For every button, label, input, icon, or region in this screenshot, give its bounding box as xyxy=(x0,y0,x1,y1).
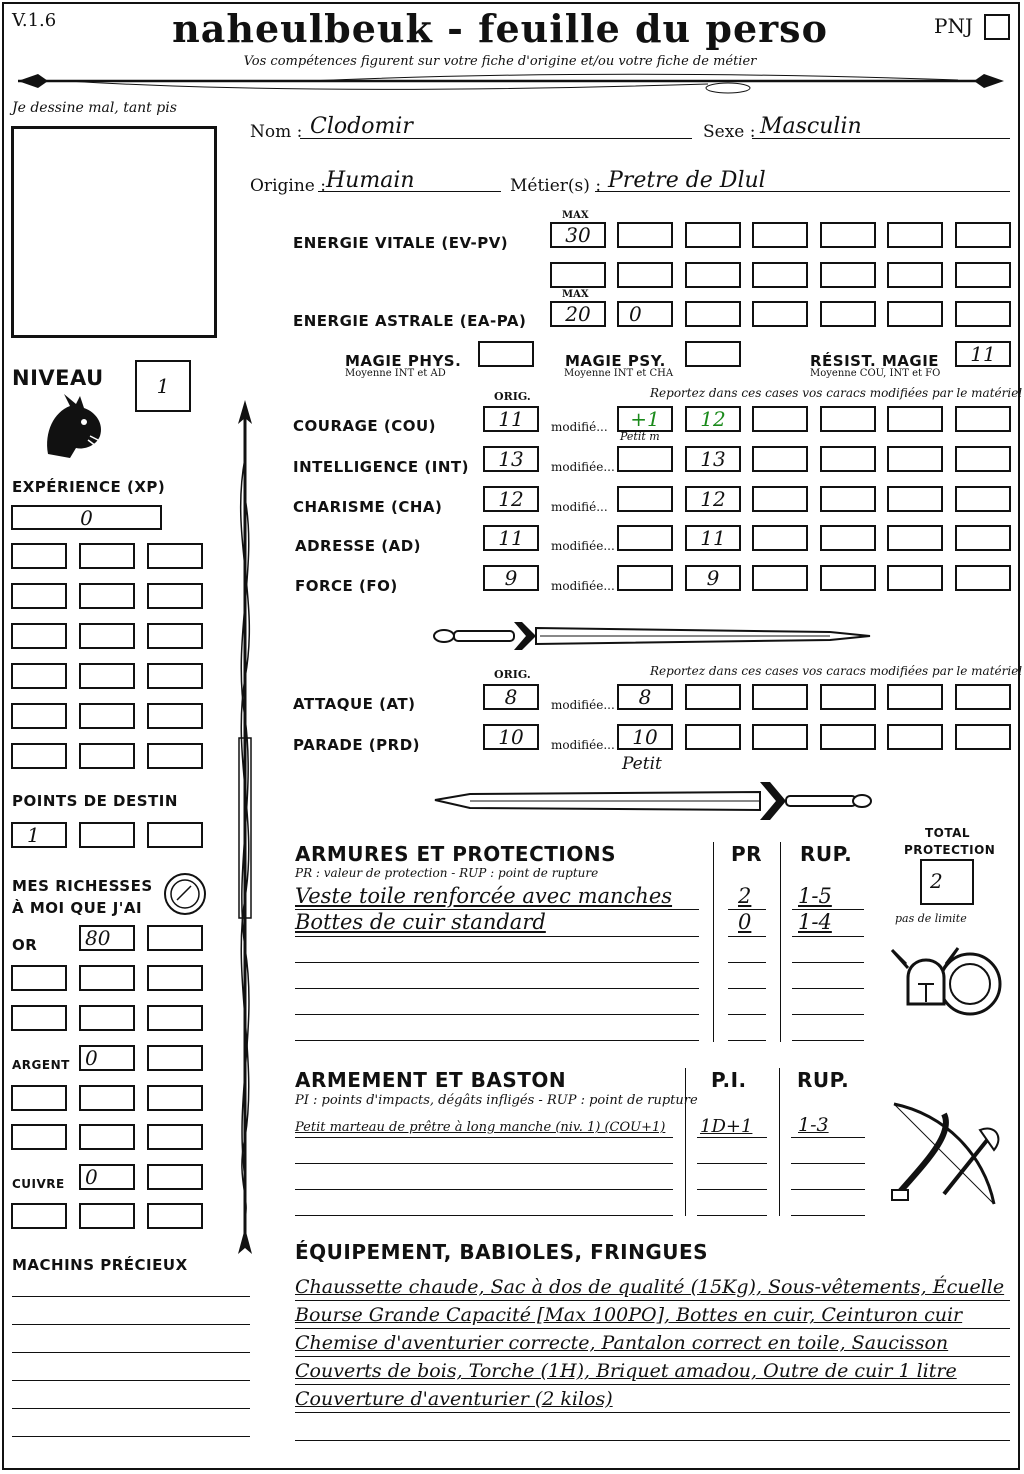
nom-value[interactable]: Clodomir xyxy=(310,114,413,139)
resist-magie-box[interactable]: 11 xyxy=(955,341,1011,367)
carac-ad-mod1[interactable] xyxy=(617,525,673,551)
richesses-label-1: MES RICHESSES xyxy=(12,877,153,895)
carac-box[interactable] xyxy=(955,486,1011,512)
cuivre-box[interactable]: 0 xyxy=(79,1164,135,1190)
cuivre-label: CUIVRE xyxy=(12,1177,65,1191)
money-box[interactable] xyxy=(79,1203,135,1229)
carac-box[interactable] xyxy=(955,446,1011,472)
armement-title: ARMEMENT ET BASTON xyxy=(295,1068,567,1092)
carac-int-mod2[interactable]: 13 xyxy=(685,446,741,472)
total-protection-label-1: TOTAL xyxy=(925,826,971,840)
ev-box[interactable] xyxy=(752,262,808,288)
xp-box[interactable] xyxy=(147,623,203,649)
armure-line xyxy=(728,936,766,937)
xp-box[interactable] xyxy=(79,583,135,609)
parade-mod1[interactable]: 10 xyxy=(617,724,673,750)
arme-line xyxy=(791,1137,865,1138)
ea-current-box[interactable]: 0 xyxy=(617,301,673,327)
page-title: naheulbeuk - feuille du perso xyxy=(172,6,828,51)
xp-box[interactable] xyxy=(147,743,203,769)
equipement-line-rule xyxy=(295,1384,1010,1385)
attaque-orig[interactable]: 8 xyxy=(483,684,539,710)
coin-icon xyxy=(163,872,207,916)
pnj-label: PNJ xyxy=(934,14,973,38)
money-box[interactable] xyxy=(79,1085,135,1111)
combat-report-note: Reportez dans ces cases vos caracs modifiées par le matériel xyxy=(650,664,1023,678)
money-box[interactable] xyxy=(147,965,203,991)
spear-ornament-icon xyxy=(8,66,1014,96)
arme-line xyxy=(697,1137,767,1138)
ea-box[interactable] xyxy=(820,301,876,327)
xp-box[interactable] xyxy=(11,543,67,569)
armement-divider xyxy=(779,1068,780,1216)
total-protection-label-2: PROTECTION xyxy=(904,843,996,857)
ea-box[interactable] xyxy=(685,301,741,327)
armement-rup-header: RUP. xyxy=(797,1068,850,1092)
carac-cou-label: COURAGE (COU) xyxy=(293,417,437,435)
magie-phys-sub: Moyenne INT et AD xyxy=(345,368,446,379)
armure-line[interactable] xyxy=(728,962,766,963)
ev-label: ENERGIE VITALE (EV-PV) xyxy=(293,234,509,252)
carac-fo-orig[interactable]: 9 xyxy=(483,565,539,591)
parade-orig[interactable]: 10 xyxy=(483,724,539,750)
equipement-line-rule xyxy=(295,1300,1010,1301)
carac-box[interactable] xyxy=(752,406,808,432)
carac-int-mod1[interactable] xyxy=(617,446,673,472)
total-protection-box[interactable]: 2 xyxy=(920,859,974,905)
armure-line[interactable] xyxy=(295,962,699,963)
arme-line[interactable] xyxy=(295,1215,673,1216)
carac-box[interactable] xyxy=(820,565,876,591)
combat-box[interactable] xyxy=(752,724,808,750)
carac-box[interactable] xyxy=(820,406,876,432)
xp-box[interactable] xyxy=(11,623,67,649)
magie-psy-label: MAGIE PSY. xyxy=(565,352,666,370)
combat-orig-label: ORIG. xyxy=(494,668,531,681)
armure-line[interactable] xyxy=(792,962,864,963)
carac-fo-label: FORCE (FO) xyxy=(295,577,398,595)
xp-box[interactable] xyxy=(79,743,135,769)
xp-box[interactable] xyxy=(79,543,135,569)
armures-divider xyxy=(713,842,714,1042)
arme-line xyxy=(295,1137,673,1138)
equipement-line[interactable]: Chaussette chaude, Sac à dos de qualité (15Kg), Sous-vêtements, Écuelle xyxy=(295,1276,1005,1298)
carac-box[interactable] xyxy=(820,486,876,512)
money-box[interactable] xyxy=(79,1005,135,1031)
ev-box[interactable] xyxy=(887,222,943,248)
armure-row-name[interactable]: Veste toile renforcée avec manches xyxy=(295,884,673,908)
xp-box[interactable] xyxy=(147,583,203,609)
equipement-line[interactable]: Chemise d'aventurier correcte, Pantalon correct en toile, Saucisson xyxy=(295,1332,949,1354)
carac-cou-mod1[interactable]: +1 xyxy=(617,406,673,432)
combat-box[interactable] xyxy=(685,684,741,710)
origine-value[interactable]: Humain xyxy=(326,168,415,193)
carac-box[interactable] xyxy=(955,525,1011,551)
version-label: V.1.6 xyxy=(12,10,57,31)
combat-note: Petit xyxy=(622,754,662,774)
armure-line[interactable] xyxy=(792,1040,864,1041)
ev-box[interactable] xyxy=(820,262,876,288)
ea-max-label: MAX xyxy=(562,289,589,300)
money-box[interactable] xyxy=(147,1085,203,1111)
nom-line xyxy=(300,138,692,139)
money-box[interactable] xyxy=(11,965,67,991)
machins-line[interactable] xyxy=(12,1352,250,1353)
carac-cha-orig[interactable]: 12 xyxy=(483,486,539,512)
arme-line[interactable] xyxy=(791,1189,865,1190)
machins-line[interactable] xyxy=(12,1324,250,1325)
money-box[interactable] xyxy=(11,1005,67,1031)
combat-box[interactable] xyxy=(820,724,876,750)
armure-row-rup[interactable]: 1-4 xyxy=(798,910,832,934)
arme-line[interactable] xyxy=(697,1163,767,1164)
arme-row-rup[interactable]: 1-3 xyxy=(798,1114,829,1136)
equipement-title: ÉQUIPEMENT, BABIOLES, FRINGUES xyxy=(295,1240,709,1264)
armement-divider xyxy=(685,1068,686,1216)
xp-box[interactable] xyxy=(79,703,135,729)
destin-label: POINTS DE DESTIN xyxy=(12,792,178,810)
ev-box[interactable] xyxy=(752,222,808,248)
combat-box[interactable] xyxy=(955,724,1011,750)
armures-subtitle: PR : valeur de protection - RUP : point de rupture xyxy=(295,866,599,880)
destin-box[interactable] xyxy=(79,822,135,848)
equipement-line-rule xyxy=(295,1356,1010,1357)
xp-box[interactable] xyxy=(147,663,203,689)
armure-line[interactable] xyxy=(792,988,864,989)
origine-label: Origine : xyxy=(250,176,326,196)
money-box[interactable] xyxy=(147,1005,203,1031)
ev-box[interactable] xyxy=(685,262,741,288)
carac-box[interactable] xyxy=(752,446,808,472)
portrait-box[interactable] xyxy=(11,126,217,338)
combat-box[interactable] xyxy=(887,684,943,710)
page-subtitle: Vos compétences figurent sur votre fiche d'origine et/ou votre fiche de métier xyxy=(243,54,757,69)
richesses-label-2: À MOI QUE J'AI xyxy=(12,899,143,917)
carac-ad-mod2[interactable]: 11 xyxy=(685,525,741,551)
arme-line[interactable] xyxy=(697,1215,767,1216)
carac-box[interactable] xyxy=(820,525,876,551)
carac-fo-mod2[interactable]: 9 xyxy=(685,565,741,591)
money-box[interactable] xyxy=(79,1124,135,1150)
total-protection-note: pas de limite xyxy=(895,912,967,925)
spear-icon xyxy=(228,398,262,1268)
caracs-report-note: Reportez dans ces cases vos caracs modifiées par le matériel xyxy=(650,386,1023,400)
parade-label: PARADE (PRD) xyxy=(293,736,421,754)
carac-cou-note: Petit m xyxy=(620,430,660,443)
xp-box[interactable] xyxy=(79,623,135,649)
experience-label: EXPÉRIENCE (XP) xyxy=(12,478,166,496)
armure-line[interactable] xyxy=(728,988,766,989)
machins-line[interactable] xyxy=(12,1436,250,1437)
magie-psy-box[interactable] xyxy=(685,341,741,367)
xp-box[interactable] xyxy=(11,703,67,729)
nom-label: Nom : xyxy=(250,122,303,142)
armure-line xyxy=(295,936,699,937)
carac-int-orig[interactable]: 13 xyxy=(483,446,539,472)
carac-int-label: INTELLIGENCE (INT) xyxy=(293,458,469,476)
or-box[interactable]: 80 xyxy=(79,925,135,951)
armures-divider xyxy=(780,842,781,1042)
niveau-box[interactable]: 1 xyxy=(135,360,191,412)
attaque-label: ATTAQUE (AT) xyxy=(293,695,416,713)
niveau-label: NIVEAU xyxy=(12,366,104,390)
armure-line[interactable] xyxy=(728,1014,766,1015)
carac-box[interactable] xyxy=(752,525,808,551)
equipement-line-rule xyxy=(295,1328,1010,1329)
money-box[interactable] xyxy=(11,1124,67,1150)
money-box[interactable] xyxy=(147,1124,203,1150)
armure-line xyxy=(792,936,864,937)
ea-max-box[interactable]: 20 xyxy=(550,301,606,327)
ev-max-box[interactable]: 30 xyxy=(550,222,606,248)
equipement-line[interactable]: Couverts de bois, Torche (1H), Briquet amadou, Outre de cuir 1 litre xyxy=(295,1360,957,1382)
destin-box[interactable]: 1 xyxy=(11,822,67,848)
resist-magie-label: RÉSIST. MAGIE xyxy=(810,352,940,370)
equipement-line[interactable]: Bourse Grande Capacité [Max 100PO], Bottes en cuir, Ceinturon cuir xyxy=(295,1304,963,1326)
ev-box[interactable] xyxy=(550,262,606,288)
arme-line[interactable] xyxy=(791,1215,865,1216)
combat-box[interactable] xyxy=(955,684,1011,710)
ev-box[interactable] xyxy=(685,222,741,248)
carac-cha-label: CHARISME (CHA) xyxy=(293,498,443,516)
sword-icon xyxy=(430,778,875,824)
money-box[interactable] xyxy=(11,1085,67,1111)
experience-box[interactable]: 0 xyxy=(11,505,162,530)
ev-max-label: MAX xyxy=(562,210,589,221)
armures-title: ARMURES ET PROTECTIONS xyxy=(295,842,616,866)
weapons-icon xyxy=(884,1094,1008,1216)
arme-line[interactable] xyxy=(697,1189,767,1190)
money-box[interactable] xyxy=(11,1203,67,1229)
carac-box[interactable] xyxy=(887,525,943,551)
ev-box[interactable] xyxy=(887,262,943,288)
carac-box[interactable] xyxy=(887,565,943,591)
carac-ad-orig[interactable]: 11 xyxy=(483,525,539,551)
armement-subtitle: PI : points d'impacts, dégâts infligés - RUP : point de rupture xyxy=(295,1093,698,1108)
machins-line[interactable] xyxy=(12,1380,250,1381)
ev-box[interactable] xyxy=(617,262,673,288)
metier-label: Métier(s) : xyxy=(510,176,602,196)
xp-box[interactable] xyxy=(147,703,203,729)
ea-label: ENERGIE ASTRALE (EA-PA) xyxy=(293,312,527,330)
arme-line[interactable] xyxy=(295,1163,673,1164)
combat-box[interactable] xyxy=(752,684,808,710)
combat-box[interactable] xyxy=(887,724,943,750)
carac-ad-modif-label: modifiée... xyxy=(551,539,615,553)
xp-box[interactable] xyxy=(11,583,67,609)
equipement-line-rule[interactable] xyxy=(295,1440,1010,1441)
armure-row-pr[interactable]: 2 xyxy=(738,884,752,908)
caracs-orig-label: ORIG. xyxy=(494,390,531,403)
xp-box[interactable] xyxy=(79,663,135,689)
carac-box[interactable] xyxy=(887,446,943,472)
armures-rup-header: RUP. xyxy=(800,842,853,866)
metier-value[interactable]: Pretre de Dlul xyxy=(608,168,766,193)
magie-phys-label: MAGIE PHYS. xyxy=(345,352,462,370)
helmet-shield-icon xyxy=(888,928,1008,1036)
armure-row-name[interactable]: Bottes de cuir standard xyxy=(295,910,546,934)
pnj-checkbox[interactable] xyxy=(984,14,1010,40)
magie-psy-sub: Moyenne INT et CHA xyxy=(564,368,674,379)
armure-line[interactable] xyxy=(295,988,699,989)
armure-line[interactable] xyxy=(295,1040,699,1041)
ev-box[interactable] xyxy=(820,222,876,248)
or-label: OR xyxy=(12,936,38,954)
armure-line[interactable] xyxy=(728,1040,766,1041)
ev-box[interactable] xyxy=(955,222,1011,248)
armure-line[interactable] xyxy=(792,1014,864,1015)
carac-int-modif-label: modifiée... xyxy=(551,460,615,474)
portrait-caption: Je dessine mal, tant pis xyxy=(12,100,177,116)
combat-box[interactable] xyxy=(820,684,876,710)
sexe-label: Sexe : xyxy=(703,122,756,142)
arme-row-pi[interactable]: 1D+1 xyxy=(700,1116,753,1137)
arme-line[interactable] xyxy=(791,1163,865,1164)
attaque-modif-label: modifiée... xyxy=(551,698,615,712)
money-box[interactable] xyxy=(147,1203,203,1229)
xp-box[interactable] xyxy=(147,543,203,569)
machins-line[interactable] xyxy=(12,1296,250,1297)
equipement-line[interactable]: Couverture d'aventurier (2 kilos) xyxy=(295,1388,613,1410)
carac-cou-orig[interactable]: 11 xyxy=(483,406,539,432)
argent-label: ARGENT xyxy=(12,1058,70,1072)
destin-box[interactable] xyxy=(147,822,203,848)
carac-fo-mod1[interactable] xyxy=(617,565,673,591)
magie-phys-box[interactable] xyxy=(478,341,534,367)
equipement-line-rule xyxy=(295,1412,1010,1413)
machins-label: MACHINS PRÉCIEUX xyxy=(12,1256,188,1274)
ev-box[interactable] xyxy=(955,262,1011,288)
carac-cou-mod2[interactable]: 12 xyxy=(685,406,741,432)
metier-line xyxy=(595,191,1010,192)
armement-pi-header: P.I. xyxy=(711,1068,747,1092)
carac-box[interactable] xyxy=(955,565,1011,591)
ea-box[interactable] xyxy=(752,301,808,327)
money-box[interactable] xyxy=(79,965,135,991)
carac-fo-modif-label: modifiée... xyxy=(551,579,615,593)
parade-modif-label: modifiée... xyxy=(551,738,615,752)
machins-line[interactable] xyxy=(12,1408,250,1409)
arme-row-name[interactable]: Petit marteau de prêtre à long manche (niv. 1) (COU+1) xyxy=(295,1120,666,1135)
argent-box[interactable] xyxy=(147,1045,203,1071)
armures-pr-header: PR xyxy=(731,842,763,866)
sexe-line xyxy=(752,138,1010,139)
or-box[interactable] xyxy=(147,925,203,951)
combat-box[interactable] xyxy=(685,724,741,750)
carac-box[interactable] xyxy=(955,406,1011,432)
carac-box[interactable] xyxy=(752,486,808,512)
carac-cou-modif-label: modifié... xyxy=(551,420,608,434)
carac-box[interactable] xyxy=(820,446,876,472)
xp-box[interactable] xyxy=(11,743,67,769)
ea-box[interactable] xyxy=(955,301,1011,327)
carac-cha-mod1[interactable] xyxy=(617,486,673,512)
armure-row-rup[interactable]: 1-5 xyxy=(798,884,832,908)
resist-magie-sub: Moyenne COU, INT et FO xyxy=(810,368,941,379)
armure-row-pr[interactable]: 0 xyxy=(738,910,752,934)
arme-line[interactable] xyxy=(295,1189,673,1190)
carac-cha-mod2[interactable]: 12 xyxy=(685,486,741,512)
cuivre-box[interactable] xyxy=(147,1164,203,1190)
ea-box[interactable] xyxy=(887,301,943,327)
attaque-mod1[interactable]: 8 xyxy=(617,684,673,710)
carac-box[interactable] xyxy=(752,565,808,591)
sword-icon xyxy=(430,612,875,658)
carac-box[interactable] xyxy=(887,486,943,512)
ev-box[interactable] xyxy=(617,222,673,248)
argent-box[interactable]: 0 xyxy=(79,1045,135,1071)
carac-ad-label: ADRESSE (AD) xyxy=(295,537,422,555)
dragon-head-icon xyxy=(40,392,106,464)
sexe-value[interactable]: Masculin xyxy=(760,114,862,139)
origine-line xyxy=(318,191,501,192)
carac-box[interactable] xyxy=(887,406,943,432)
armure-line[interactable] xyxy=(295,1014,699,1015)
carac-cha-modif-label: modifié... xyxy=(551,500,608,514)
xp-box[interactable] xyxy=(11,663,67,689)
